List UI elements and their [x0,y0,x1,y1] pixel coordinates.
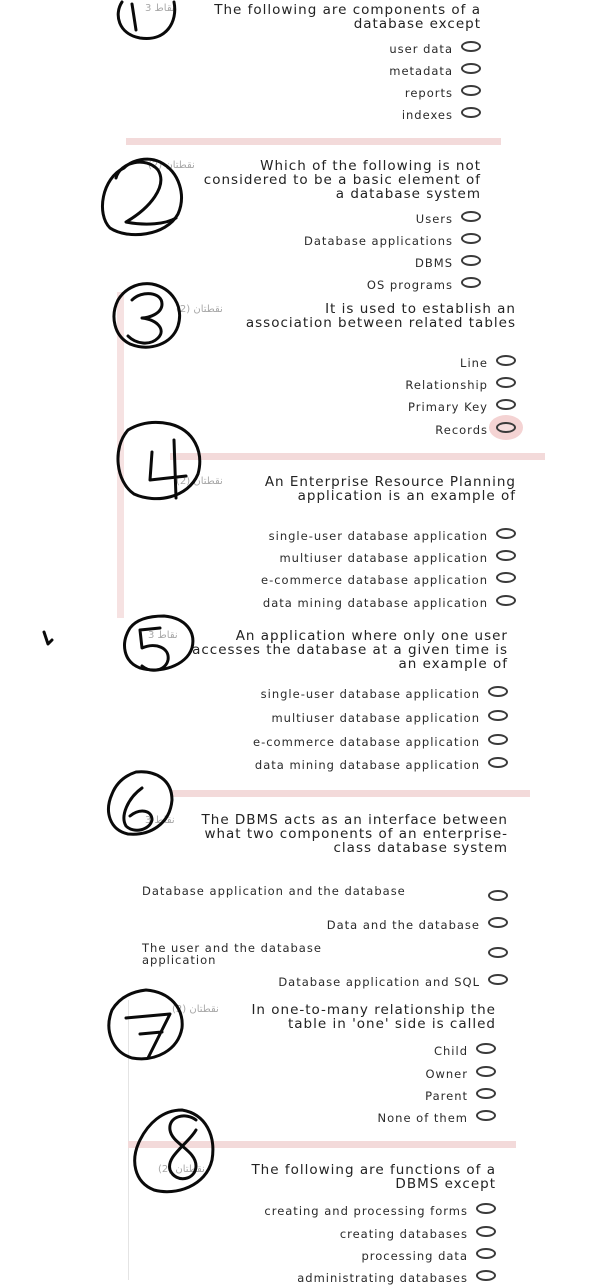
radio-button[interactable] [488,917,508,928]
handwritten-number-3 [128,294,162,343]
question-text: The following are components of a database except [214,2,481,32]
option-label: Primary Key [408,400,488,414]
radio-button[interactable] [461,233,481,244]
radio-button[interactable] [476,1270,496,1281]
question-text: An Enterprise Resource Planning application is an example of [264,474,516,504]
option-label: administrating databases [297,1271,468,1285]
question-text: The DBMS acts as an interface between what two components of an enterprise-class database system [201,812,508,856]
radio-button[interactable] [496,528,516,539]
option-row[interactable] [148,756,508,774]
points-label: نقطتان (2) [176,304,223,315]
handwritten-circle-4 [118,422,200,498]
radio-button[interactable] [461,85,481,96]
handwritten-circle-7 [109,990,182,1059]
option-row[interactable] [161,210,481,228]
option-row[interactable] [156,549,516,567]
handwritten-tick [132,4,136,30]
radio-button[interactable] [488,947,508,958]
option-label: multiuser database application [279,551,488,565]
separator [128,1141,516,1148]
radio-button-highlighted[interactable] [496,422,516,433]
radio-button[interactable] [488,974,508,985]
option-row[interactable] [196,1109,496,1127]
option-row[interactable] [196,1065,496,1083]
option-label: Records [435,423,488,437]
divider-line [128,1000,129,1280]
option-label: reports [404,86,453,100]
option-row[interactable] [142,973,508,991]
radio-button[interactable] [496,377,516,388]
option-label: Owner [425,1067,468,1081]
option-label: data mining database application [262,596,488,610]
option-label: Database application and SQL [278,975,480,989]
points-label: 3 نقاط [148,630,178,641]
option-row[interactable] [176,1247,496,1265]
option-label: None of them [377,1111,468,1125]
handwritten-number-7 [126,1014,170,1058]
option-row[interactable] [156,571,516,589]
option-label: e-commerce database application [261,573,488,587]
option-label: Line [460,356,488,370]
points-label: نقطتان (2) [148,160,195,171]
option-row[interactable] [161,254,481,272]
points-label: نقطتان (2) [172,1004,219,1015]
radio-button[interactable] [476,1203,496,1214]
option-row[interactable] [216,398,516,416]
option-label: DBMS [415,256,453,270]
radio-button[interactable] [461,63,481,74]
handwritten-mark [44,632,52,644]
option-label: Relationship [405,378,488,392]
option-row[interactable] [181,106,481,124]
radio-button[interactable] [496,572,516,583]
option-label: single-user database application [268,529,488,543]
option-row[interactable] [196,1042,496,1060]
radio-button[interactable] [476,1088,496,1099]
points-label: نقطتان (2) [176,476,223,487]
points-label: 3 نقاط [145,815,175,826]
option-row[interactable] [161,232,481,250]
radio-button[interactable] [476,1110,496,1121]
option-label: data mining database application [254,758,480,772]
question-text: Which of the following is not considered to be a basic element of a database system [203,158,481,202]
option-row[interactable] [156,594,516,612]
radio-button[interactable] [461,211,481,222]
radio-button[interactable] [488,686,508,697]
option-row[interactable] [181,62,481,80]
option-row[interactable] [216,354,516,372]
option-row[interactable] [142,883,508,909]
option-label: Data and the database [326,918,480,932]
option-label: processing data [361,1249,468,1263]
option-row[interactable] [142,916,508,934]
option-row[interactable] [176,1225,496,1243]
option-row[interactable] [181,40,481,58]
option-label: multiuser database application [271,711,480,725]
radio-button[interactable] [496,355,516,366]
option-row[interactable] [148,733,508,751]
option-label: user data [389,42,453,56]
option-label: Child [433,1044,468,1058]
radio-button[interactable] [488,757,508,768]
radio-button[interactable] [461,41,481,52]
separator [170,453,545,460]
option-row[interactable] [216,421,516,439]
radio-button[interactable] [461,107,481,118]
radio-button[interactable] [476,1226,496,1237]
radio-button[interactable] [461,255,481,266]
option-label: creating databases [339,1227,468,1241]
option-row[interactable] [216,376,516,394]
option-label: metadata [389,64,453,78]
radio-button[interactable] [476,1248,496,1259]
option-label: single-user database application [260,687,480,701]
question-text: In one-to-many relationship the table in 'one' side is called [251,1002,496,1032]
option-label: indexes [401,108,453,122]
radio-button[interactable] [488,734,508,745]
option-label: Database application and the database [142,884,406,898]
side-bar [117,292,124,618]
option-row[interactable] [148,685,508,703]
points-label: 3 نقاط [145,3,175,14]
option-label: e-commerce database application [253,735,480,749]
option-row[interactable] [161,276,481,294]
radio-button[interactable] [488,710,508,721]
question-text: The following are functions of a DBMS except [251,1162,496,1192]
option-label: creating and processing forms [264,1204,468,1218]
radio-button[interactable] [476,1043,496,1054]
question-text: An application where only one user accesses the database at a given time is an example of [192,628,508,672]
option-label: Database applications [304,234,453,248]
question-text: It is used to establish an association between related tables [245,301,516,331]
option-row[interactable] [142,940,508,966]
points-label: نقطتان (2) [158,1164,205,1175]
radio-button[interactable] [496,399,516,410]
option-row[interactable] [156,527,516,545]
radio-button[interactable] [496,550,516,561]
option-row[interactable] [181,84,481,102]
option-label: Parent [425,1089,468,1103]
radio-button[interactable] [476,1066,496,1077]
option-label: OS programs [366,278,453,292]
option-label: Users [415,212,453,226]
separator [126,138,501,145]
option-label: The user and the database application [142,941,322,967]
separator [170,790,530,797]
radio-button[interactable] [488,890,508,901]
option-row[interactable] [176,1269,496,1287]
handwritten-number-4 [150,440,186,498]
option-row[interactable] [196,1087,496,1105]
radio-button[interactable] [461,277,481,288]
option-row[interactable] [176,1202,496,1220]
radio-button[interactable] [496,595,516,606]
option-row[interactable] [148,709,508,727]
